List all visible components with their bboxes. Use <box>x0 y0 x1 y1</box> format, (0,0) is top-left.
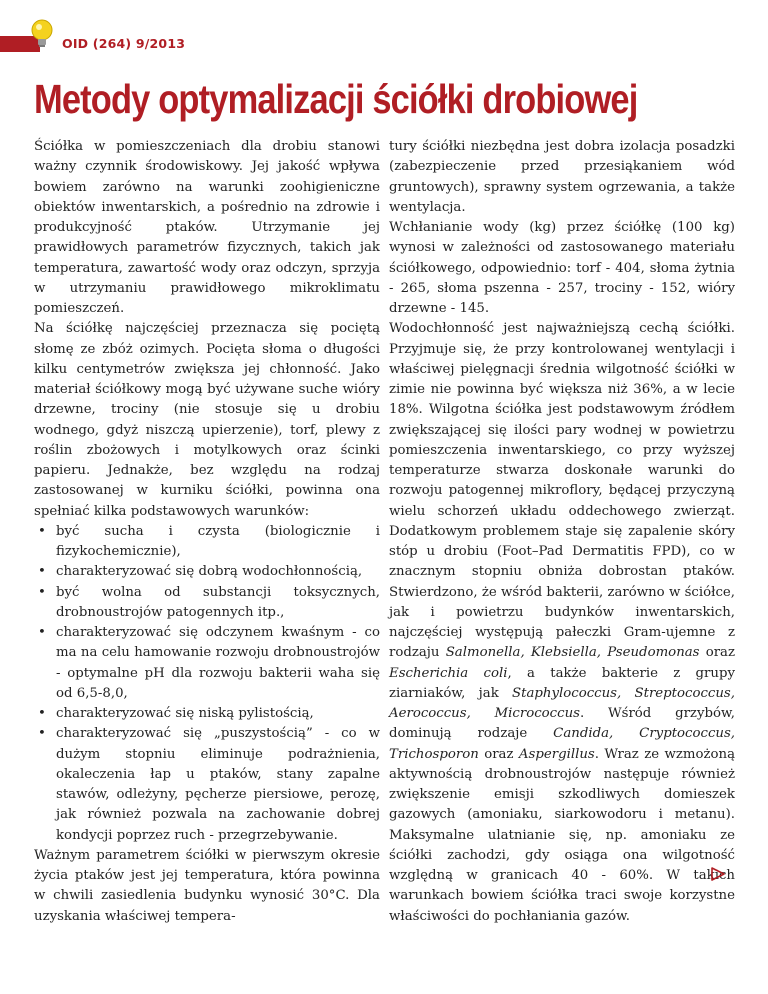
genus-names: Salmonella, Klebsiella, Pseudomonas <box>445 645 700 661</box>
list-item: • być wolna od substancji toksycznych, drobnoustrojów patogennych itp., <box>34 583 380 624</box>
list-item: • charakteryzować się dobrą wodochłonnością, <box>34 562 380 582</box>
paragraph: Ściółka w pomieszczeniach dla drobiu stanowi ważny czynnik środowiskowy. Jej jakość wpływa bowiem zarówno na warunki zoohigieniczne obiektów inwentarskich, a pośrednio na zdrowie i produkcyjność ptaków. Utrzymanie jej prawidłowych parametrów fizycznych, takich jak temperatura, zawartość wody oraz odczyn, sprzyja w utrzymaniu prawidłowego mikroklimatu pomieszczeń. <box>34 139 380 316</box>
article-column-right <box>389 137 735 927</box>
text-run: oraz <box>478 746 519 762</box>
list-item: • charakteryzować się niską pylistością, <box>34 704 380 724</box>
paragraph: Wchłanianie wody (kg) przez ściółkę (100 kg) wynosi w zależności od zastosowanego materiału ściółkowego, odpowiednio: torf - 404, słoma żytnia - 265, słoma pszenna - 257, trociny - 152, wióry drzewne - 145. <box>389 220 735 316</box>
requirements-list <box>34 522 380 846</box>
article-title: Metody optymalizacji ściółki drobiowej <box>34 76 638 122</box>
paragraph: Na ściółkę najczęściej przeznacza się pociętą słomę ze zbóż ozimych. Pocięta słoma o długości kilku centymetrów zwiększa jej chłonność. Jako materiał ściółkowy mogą być używane suche wióry drzewne, trociny (nie stosuje się u drobiu wodnego, gdyż niszczą upierzenie), torf, plewy z roślin zbożowych i motylkowych oraz ścinki papieru. Jednakże, bez względu na rodzaj zastosowanej w kurniku ściółki, powinna ona spełniać kilka podstawowych warunków: <box>34 321 380 519</box>
article-column-left <box>34 137 380 927</box>
list-item: • charakteryzować się „puszystością” - co w dużym stopniu eliminuje podrażnienia, okaleczenia łap u ptaków, stany zapalne stawów, odleżyny, pęcherze piersiowe, perozę, jak również pozwala na zachowanie dobrej kondycji poprzez ruch - przegrzebywanie. <box>34 724 380 846</box>
next-page-arrow-icon[interactable] <box>710 866 726 882</box>
text-run: . Wraz ze wzmożoną aktywnością drobnoustrojów następuje również zwiększenie emisji szkodliwych domieszek gazowych (amoniaku, siarkowodoru i metanu). Maksymalne ulatnianie się, np. amoniaku ze ściółki zachodzi, gdy osiąga ona wilgotność względną w granicach 40 - 60%. W takich warunkach bowiem ściółka traci swoje korzystne właściwości do pochłaniania gazów. <box>389 746 735 924</box>
paragraph: tury ściółki niezbędna jest dobra izolacja posadzki (zabezpieczenie przed przesiąkaniem wód gruntowych), sprawny system ogrzewania, a także wentylacja. <box>389 139 735 215</box>
species-name: Escherichia coli <box>389 665 508 681</box>
genus-name: Aspergillus <box>518 746 595 762</box>
genus-names: Staphylococcus, Streptococcus, Aerococcus, Micrococcus <box>389 685 735 721</box>
text-run: , a także bakterie z grupy ziarniaków, jak <box>389 665 736 701</box>
paragraph: Ważnym parametrem ściółki w pierwszym okresie życia ptaków jest jej temperatura, która powinna w chwili zasiedlenia budynku wynosić 30°C. Dla uzyskania właściwej tempera- <box>34 847 380 924</box>
list-item: • charakteryzować się odczynem kwaśnym - co ma na celu hamowanie rozwoju drobnoustrojów - optymalne pH dla rozwoju bakterii waha się od 6,5-8,0, <box>34 623 380 704</box>
light-bulb-icon <box>28 18 58 52</box>
text-run: . Wśród grzybów, dominują rodzaje <box>389 706 735 742</box>
list-item: • być sucha i czysta (biologicznie i fizykochemicznie), <box>34 522 380 563</box>
text-run: Wodochłonność jest najważniejszą cechą ściółki. Przyjmuje się, że przy kontrolowanej wentylacji i właściwej pielęgnacji średnia wilgotność ściółki w zimie nie powinna być większa niż 36%, a w lecie 18%. Wilgotna ściółka jest podstawowym źródłem zwiększającej się ilości pary wodnej w powietrzu pomieszczenia inwentarskiego, co przy wyższej temperaturze stwarza doskonałe warunki do rozwoju patogennej mikroflory, będącej przyczyną wielu schorzeń układu oddechowego zwierząt. Dodatkowym problemem staje się zapalenie skóry stóp u drobiu (Foot–Pad Dermatitis FPD), co w znacznym stopniu obniża dobrostan ptaków. Stwierdzono, że wśród bakterii, zarówno w ściółce, jak i powietrzu budynków inwentarskich, najczęściej występują pałeczki Gram-ujemne z rodzaju <box>389 321 735 661</box>
text-run: oraz <box>699 645 735 661</box>
paragraph <box>389 319 735 927</box>
issue-label: OID (264) 9/2013 <box>62 36 186 51</box>
genus-names: Candida, Cryptococcus, Trichosporon <box>389 726 736 762</box>
page-header <box>0 0 768 70</box>
